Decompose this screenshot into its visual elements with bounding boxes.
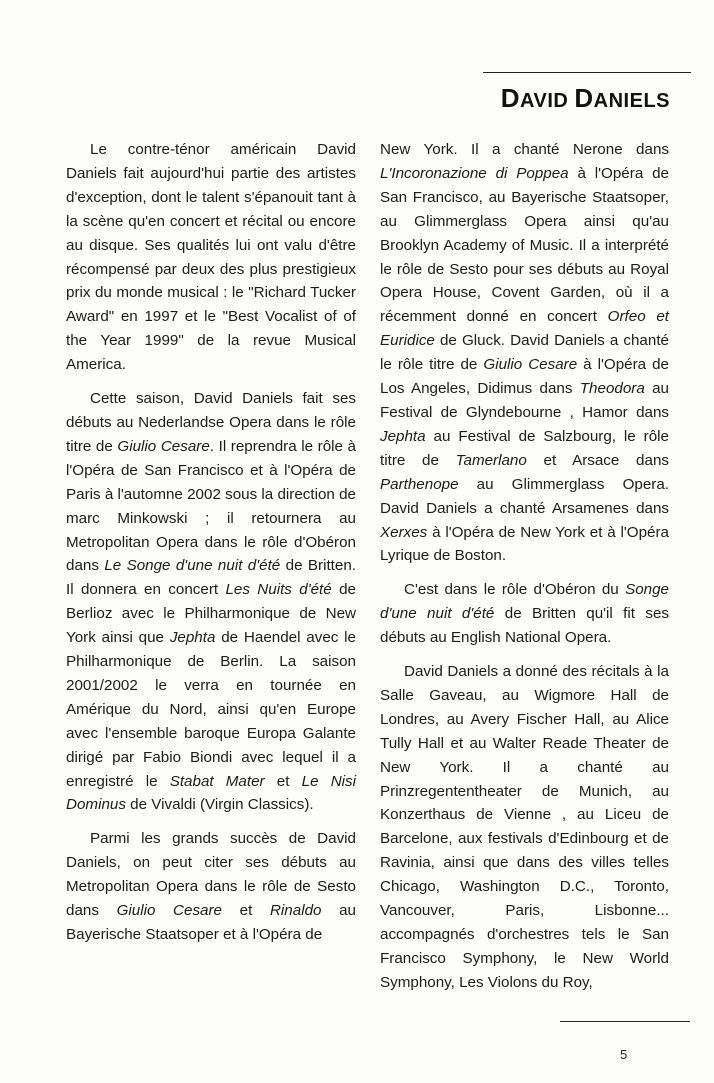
text-run: au Bayerische Staatsoper et à l'Opéra de — [66, 902, 356, 943]
text-run: à l'Opéra de San Francisco, au Bayerische Staatsoper, au Glimmerglass Opera ainsi qu'au Brooklyn Academy of Music. Il a interprété le rôle de Sesto pour ses débuts au Royal Opera House, Covent Garden, où il a récemment donné en concert — [380, 164, 669, 326]
italic-title: Jephta — [169, 629, 216, 647]
text-run: de Britten. Il donnera en concert — [66, 557, 356, 599]
title-part-2: ANIELS — [593, 90, 670, 112]
left-column — [66, 138, 356, 947]
text-run: de Gluck. David Daniels a chanté le rôle titre de — [380, 332, 669, 374]
text-run: Cette saison, David Daniels fait ses débuts au Nederlandse Opera dans le rôle titre de — [66, 390, 356, 455]
italic-title: Giulio Cesare — [116, 902, 223, 920]
text-run: au Festival de Salzbourg, le rôle titre de — [380, 427, 669, 469]
italic-title: Giulio Cesare — [483, 356, 578, 374]
paragraph — [66, 387, 356, 817]
text-run: et Arsace dans — [526, 451, 669, 469]
text-run: et — [264, 772, 302, 790]
text-run: et — [222, 902, 270, 920]
italic-title: Le Songe d'une nuit d'été — [104, 557, 281, 575]
italic-title: Rinaldo — [269, 902, 322, 920]
text-run: . Il reprendra le rôle à l'Opéra de San Francisco et à l'Opéra de Paris à l'automne 2002 sous la direction de marc Minkowski ; il retournera au Metropolitan Opera dans le rôle d'Obéron dans — [66, 437, 357, 575]
italic-title: Theodora — [579, 380, 645, 398]
text-run: de Haendel avec le Philharmonique de Berlin. La saison 2001/2002 le verra en tournée en Amérique du Nord, ainsi qu'en Europe avec l'ensemble baroque Europa Galante dirigé par Fabio Biondi avec lequel il a enregistré le — [66, 629, 356, 790]
italic-title: L'Incoronazione di Poppea — [380, 164, 569, 182]
footer-rule — [560, 1021, 690, 1022]
paragraph: David Daniels a donné des récitals à la Salle Gaveau, au Wigmore Hall de Londres, au Avery Fischer Hall, au Alice Tully Hall et au Walter Reade Theater de New York. Il a chanté au Prinzregententheater de Munich, au Konzerthaus de Vienne , au Liceu de Barcelone, aux festivals d'Edinbourg et de Ravinia, ainsi que dans des villes telles Chicago, Washington D.C., Toronto, Vancouver, Paris, Lisbonne... accompagnés d'orchestres tels le San Francisco Symphony, le New World Symphony, Les Violons du Roy, — [380, 663, 669, 991]
italic-title: Les Nuits d'été — [225, 581, 332, 599]
paragraph — [380, 138, 669, 568]
right-column — [380, 138, 669, 995]
italic-title: Tamerlano — [455, 451, 527, 469]
title-initial-1: D — [500, 83, 521, 113]
paragraph — [380, 578, 669, 650]
text-run: New York. Il a chanté Nerone dans — [380, 141, 669, 158]
text-run: Parmi les grands succès de David Daniels, on peut citer ses débuts au Metropolitan Opera dans le rôle de Sesto dans — [66, 830, 356, 920]
text-run: C'est dans le rôle d'Obéron du — [404, 581, 626, 599]
italic-title: Xerxes — [380, 523, 428, 541]
text-run: au Glimmerglass Opera. David Daniels a chanté Arsamenes dans — [380, 475, 669, 517]
page-number: 5 — [620, 1047, 628, 1062]
paragraph: Le contre-ténor américain David Daniels fait aujourd'hui partie des artistes d'exception, dont le talent s'épanouit tant à la scène qu'en concert et récital ou encore au disque. Ses qualités lui ont valu d'être récompensé par deux des plus prestigieux prix du monde musical : le "Richard Tucker Award" en 1997 et le "Best Vocalist of of the Year 1999" de la revue Musical America. — [66, 141, 356, 374]
header-rule — [483, 72, 691, 73]
text-run: au Festival de Glyndebourne , Hamor dans — [380, 380, 669, 421]
italic-title: Jephta — [380, 427, 426, 445]
italic-title: Giulio Cesare — [117, 437, 210, 455]
text-run: de Britten qu'il fit ses débuts au English National Opera. — [380, 605, 669, 647]
text-run: à l'Opéra de New York et à l'Opéra Lyrique de Boston. — [380, 523, 669, 565]
text-run: de Berlioz avec le Philharmonique de New York ainsi que — [66, 581, 356, 647]
italic-title: Parthenope — [380, 475, 459, 493]
page-title — [501, 83, 670, 114]
text-run: à l'Opéra de Los Angeles, Didimus dans — [380, 356, 669, 398]
text-run: de Vivaldi (Virgin Classics). — [125, 796, 314, 814]
title-part-1: AVID — [520, 90, 575, 112]
italic-title: Orfeo et Euridice — [380, 308, 669, 350]
italic-title: Le Nisi Dominus — [66, 772, 356, 814]
paragraph — [66, 827, 356, 947]
title-initial-2: D — [574, 83, 594, 113]
italic-title: Songe d'une nuit d'été — [380, 581, 669, 623]
italic-title: Stabat Mater — [169, 772, 265, 790]
